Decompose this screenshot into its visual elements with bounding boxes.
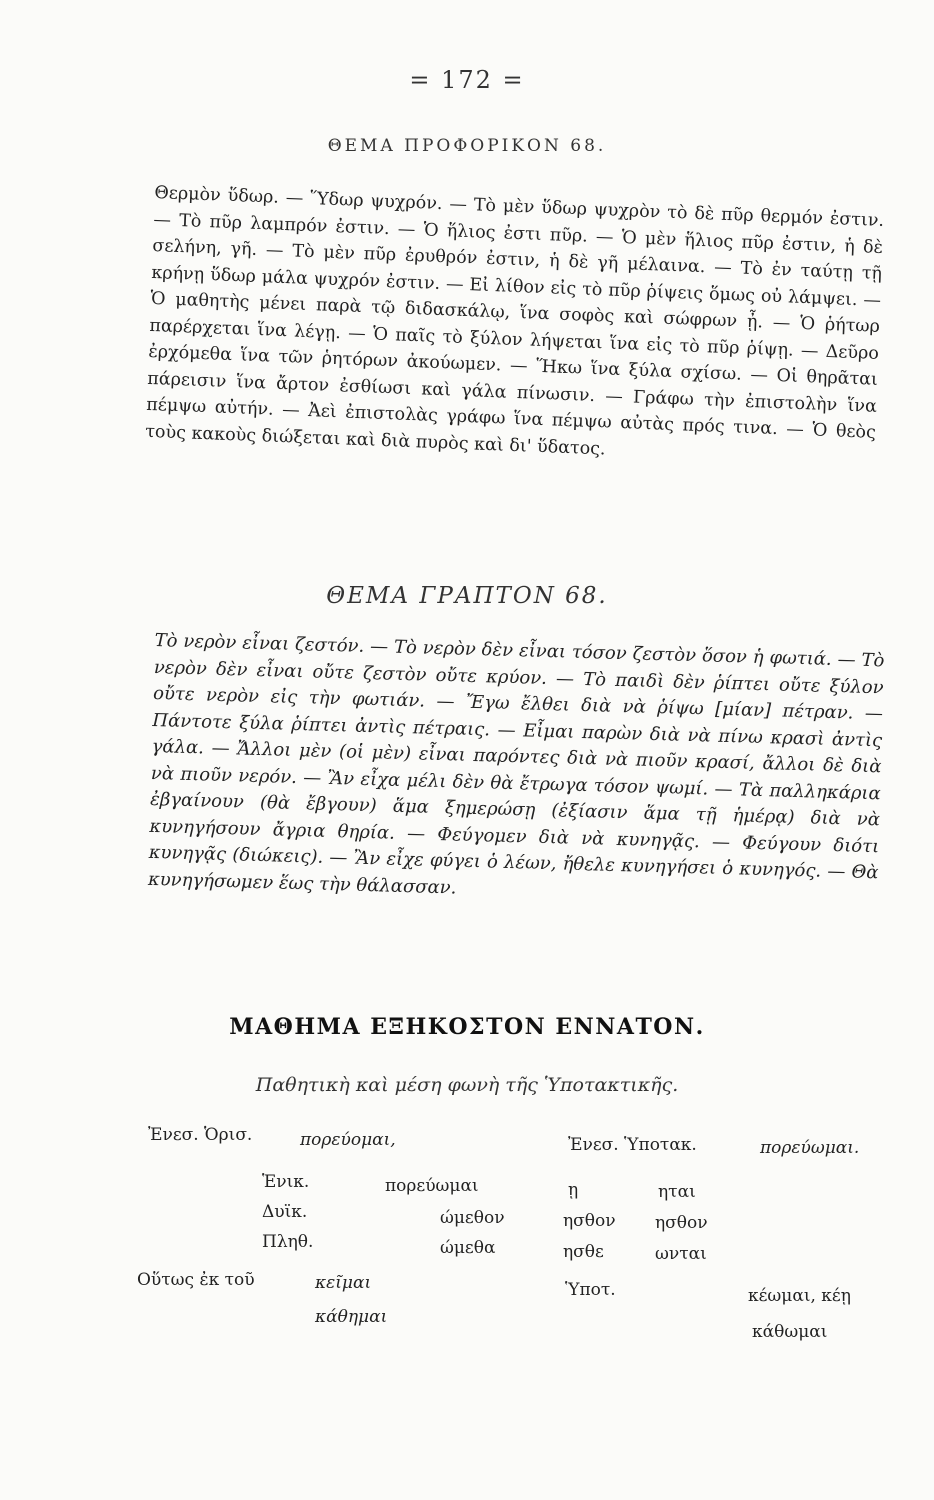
oral-exercise-text: Θερμὸν ὕδωρ. — Ὕδωρ ψυχρόν. — Τὸ μὲν ὕδωρ ψυχρὸν τὸ δὲ πῦρ θερμόν ἐστιν. — Τὸ πῦρ λαμπρόν ἐστιν. — Ὁ ἥλιος ἐστι πῦρ. — Ὁ μὲν ἥλιος πῦρ ἐστιν, ἡ δὲ σελήνη, γῆ. — Τὸ μὲν πῦρ ἐρυθρόν ἐστιν, ἡ δὲ γῆ μέλαινα. — Τὸ ἐν ταύτῃ τῇ κρήνῃ ὕδωρ μάλα ψυχρόν ἐστιν. — Εἰ λίθον εἰς τὸ πῦρ ῥίψεις ὅμως οὐ λάμψει. — Ὁ μαθητὴς μένει παρὰ τῷ διδασκάλῳ, ἵνα σοφὸς καὶ σώφρων ᾖ. — Ὁ ῥήτωρ παρέρχεται ἵνα λέγῃ. — Ὁ παῖς τὸ ξύλον λήψεται ἵνα εἰς τὸ πῦρ ῥίψῃ. — Δεῦρο ἐρχόμεθα ἵνα τῶν ῥητόρων ἀκούωμεν. — Ἥκω ἵνα ξύλα σχίσω. — Οἱ θηρᾶται πάρεισιν ἵνα ἄρτον ἐσθίωσι καὶ γάλα πίνωσιν. — Γράφω τὴν ἐπιστολὴν ἵνα πέμψω αὐτήν. — Ἀεὶ ἐπιστολὰς γράφω ἵνα πέμψω αὐτὰς πρός τινα. — Ὁ θεὸς τοὺς κακοὺς διώξεται καὶ διὰ πυρὸς καὶ δι' ὕδατος. [144,182,885,459]
subjunctive-label: Ἐνεσ. Ὑποτακ. [568,1135,697,1155]
row-singular-form: πορεύωμαι [385,1176,479,1196]
subjunctive-short-label: Ὑποτ. [565,1280,616,1300]
thus-verb-keimai: κεῖμαι [315,1273,372,1293]
row-plural-form: ώμεθα [440,1238,496,1258]
subjunctive-form-keomai: κέωμαι, κέῃ [748,1286,851,1306]
thus-from-label: Οὕτως ἐκ τοῦ [137,1270,255,1290]
row-dual-form: ώμεθον [440,1208,505,1228]
row-label-plural: Πληθ. [262,1232,314,1252]
subjunctive-form-kathomai: κάθωμαι [752,1322,828,1342]
row-dual-ending-3: ησθον [655,1213,708,1233]
row-plural-ending-3: ωνται [655,1244,707,1264]
lesson-subtitle: Παθητικὴ καὶ μέση φωνὴ τῆς Ὑποτακτικῆς. [255,1074,679,1096]
page-number: = 172 = [409,66,525,94]
row-singular-ending-3: ηται [658,1182,696,1202]
written-exercise-heading: ΘΕΜΑ ΓΡΑΠΤΟΝ 68. [326,583,608,609]
row-plural-ending-2: ησθε [563,1242,604,1262]
indicative-verb: πορεύομαι, [300,1130,396,1150]
row-label-singular: Ἑνικ. [262,1172,310,1192]
thus-verb-kathemai: κάθημαι [315,1307,388,1327]
row-dual-ending-2: ησθον [563,1211,616,1231]
lesson-title: ΜΑΘΗΜΑ ΕΞΗΚΟΣΤΟΝ ΕΝΝΑΤΟΝ. [229,1014,705,1040]
subjunctive-verb: πορεύωμαι. [760,1138,860,1158]
row-label-dual: Δυϊκ. [262,1202,308,1222]
written-exercise-text: Τὸ νερὸν εἶναι ζεστόν. — Τὸ νερὸν δὲν εἶναι τόσον ζεστὸν ὅσον ἡ φωτιά. — Τὸ νερὸν δὲν εἶναι οὔτε ζεστὸν οὔτε κρύον. — Τὸ παιδὶ δὲν ῥίπτει οὔτε ξύλον οὔτε νερὸν εἰς τὴν φωτιάν. — Ἔγω ἔλθει διὰ νὰ ῥίψω [μίαν] πέτραν. — Πάντοτε ξύλα ῥίπτει ἀντὶς πέτραις. — Εἶμαι παρὼν διὰ νὰ πίνω κρασὶ ἀντὶς γάλα. — Ἄλλοι μὲν (οἱ μὲν) εἶναι παρόντες διὰ νὰ πιοῦν κρασί, ἄλλοι δὲ διὰ νὰ πιοῦν νερόν. — Ἂν εἶχα μέλι δὲν θὰ ἔτρωγα τόσον ψωμί. — Τὰ παλληκάρια ἐβγαίνουν (θὰ ἔβγουν) ἅμα ξημερώσῃ (ἐξίασιν ἅμα τῇ ἡμέρᾳ) διὰ νὰ κυνηγήσουν ἄγρια θηρία. — Φεύγομεν διὰ νὰ κυνηγᾷς. — Φεύγουν διότι κυνηγᾷς (διώκεις). — Ἂν εἶχε φύγει ὁ λέων, ἤθελε κυνηγήσει ὁ κυνηγός. — Θὰ κυνηγήσωμεν ἕως τὴν θάλασσαν. [147,629,885,899]
indicative-label: Ἐνεσ. Ὁρισ. [148,1125,253,1145]
oral-exercise-heading: ΘΕΜΑ ΠΡΟΦΟΡΙΚΟΝ 68. [327,136,607,156]
row-singular-ending-2: ῃ [568,1180,579,1200]
